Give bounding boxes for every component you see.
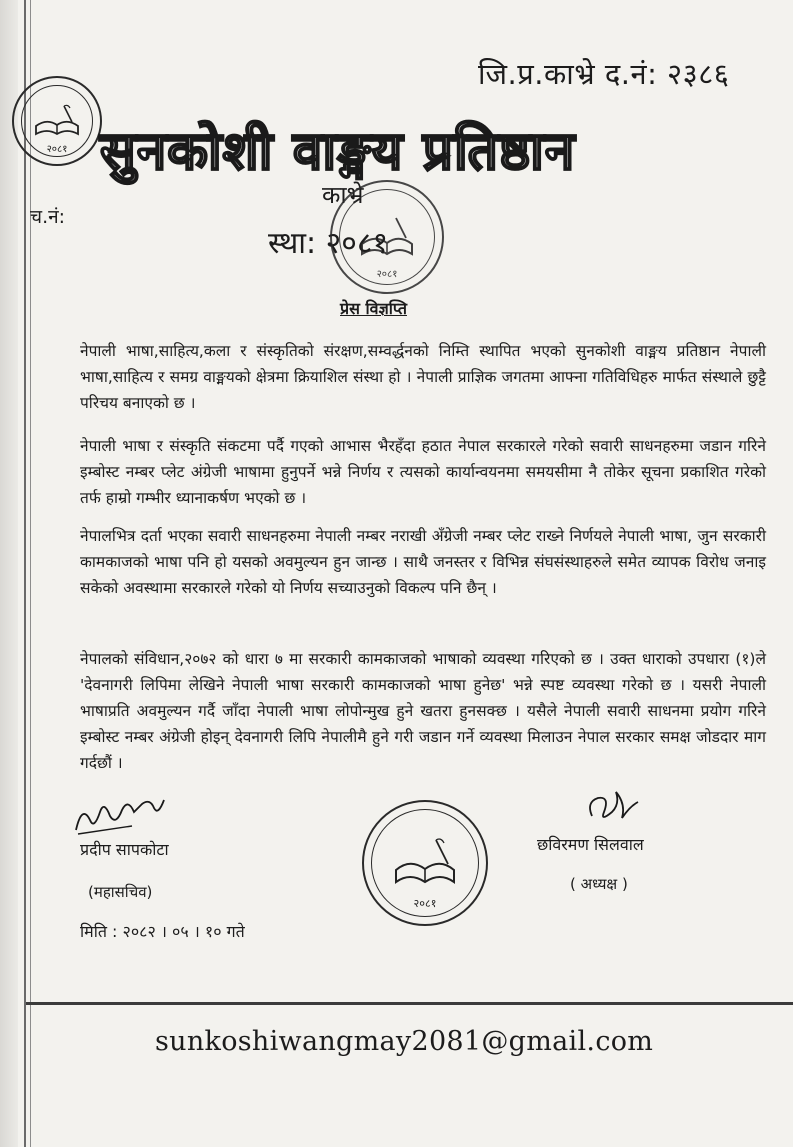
signatory-left-name: प्रदीप सापकोटा <box>80 840 169 859</box>
signature-right-icon <box>582 782 642 830</box>
place-name: काभ्रे <box>322 181 364 209</box>
org-name-title: सुनकोशी वाङ्मय प्रतिष्ठान <box>100 121 576 182</box>
body-paragraph-2: नेपाली भाषा र संस्कृति संकटमा पर्दै गएको आभास भैरहँदा हठात नेपाल सरकारले गरेको सवारी साधनहरुमा जडान गरिने इम्बोस्ट नम्बर प्लेट अंग्रेजी भाषामा हुनुपर्ने भन्ने निर्णय र त्यसको कार्यान्वयनमा समयसीमा नै तोकेर सूचना प्रकाशित गरेको तर्फ हाम्रो गम्भीर ध्यानाकर्षण भएको छ । <box>80 437 766 507</box>
press-release-heading: प्रेस विज्ञप्ति <box>340 299 407 318</box>
contact-email[interactable]: sunkoshiwangmay2081@gmail.com <box>155 1026 654 1057</box>
date-line: मिति : २०८२ । ०५ । १० गते <box>80 922 245 941</box>
signature-left-icon <box>72 790 172 836</box>
page-edge <box>0 0 18 1147</box>
signatory-left-title: (महासचिव) <box>88 883 153 901</box>
signatory-right-title: ( अध्यक्ष ) <box>570 875 628 893</box>
reference-number-label: च.नं: <box>30 206 66 228</box>
body-paragraph-1: नेपाली भाषा,साहित्य,कला र संस्कृतिको संरक्षण,सम्वर्द्धनको निम्ति स्थापित भएको सुनकोशी वाङ्मय प्रतिष्ठान नेपाली भाषा,साहित्य र समग्र वाङ्मयको क्षेत्रमा क्रियाशिल संस्था हो । नेपाली प्राज्ञिक जगतमा आफ्ना गतिविधिहरु मार्फत संस्थाले छुट्टै परिचय बनाएको छ । <box>80 342 766 412</box>
seal-year: २०८१ <box>376 269 398 280</box>
established-year: स्था: २०८१ <box>268 226 389 261</box>
body-paragraph-3: नेपालभित्र दर्ता भएका सवारी साधनहरुमा नेपाली नम्बर नराखी अँग्रेजी नम्बर प्लेट राख्ने निर्णयले नेपाली भाषा, जुन सरकारी कामकाजको भाषा पनि हो यसको अवमुल्यन हुन जान्छ । साथै जनस्तर र विभिन्न संघसंस्थाहरुले समेत व्यापक विरोध जनाइ सकेको अवस्थामा सरकारले गरेको यो निर्णय सच्याउनुको विकल्प पनि छैन् । <box>80 527 766 597</box>
signature-seal <box>362 800 488 926</box>
org-logo-seal <box>12 76 102 166</box>
seal-year: २०८१ <box>413 897 437 910</box>
registration-number: जि.प्र.काभ्रे द.नं: २३८६ <box>478 57 730 91</box>
footer-divider <box>26 1002 793 1005</box>
signatory-right-name: छविरमण सिलवाल <box>537 835 644 854</box>
margin-line <box>24 0 26 1147</box>
header-stamp-seal <box>330 180 444 294</box>
body-paragraph-4: नेपालको संविधान,२०७२ को धारा ७ मा सरकारी कामकाजको भाषाको व्यवस्था गरिएको छ । उक्त धाराको उपधारा (१)ले 'देवनागरी लिपिमा लेखिने नेपाली भाषा सरकारी कामकाजको भाषा हुनेछ' भन्ने स्पष्ट व्यवस्था गरेको छ । यसरी नेपाली भाषाप्रति अवमुल्यन गर्दै जाँदा नेपाली भाषा लोपोन्मुख हुने खतरा हुनसक्छ । यसैले नेपाली सवारी साधनमा प्रयोग गरिने इम्बोस्ट नम्बर अंग्रेजी होइन् देवनागरी लिपि नेपालीमै हुने गरी जडान गर्ने व्यवस्था मिलाउन नेपाल सरकार समक्ष जोडदार माग गर्दछौं । <box>80 650 766 772</box>
margin-line-inner <box>30 0 31 1147</box>
seal-year: २०८१ <box>46 144 68 155</box>
